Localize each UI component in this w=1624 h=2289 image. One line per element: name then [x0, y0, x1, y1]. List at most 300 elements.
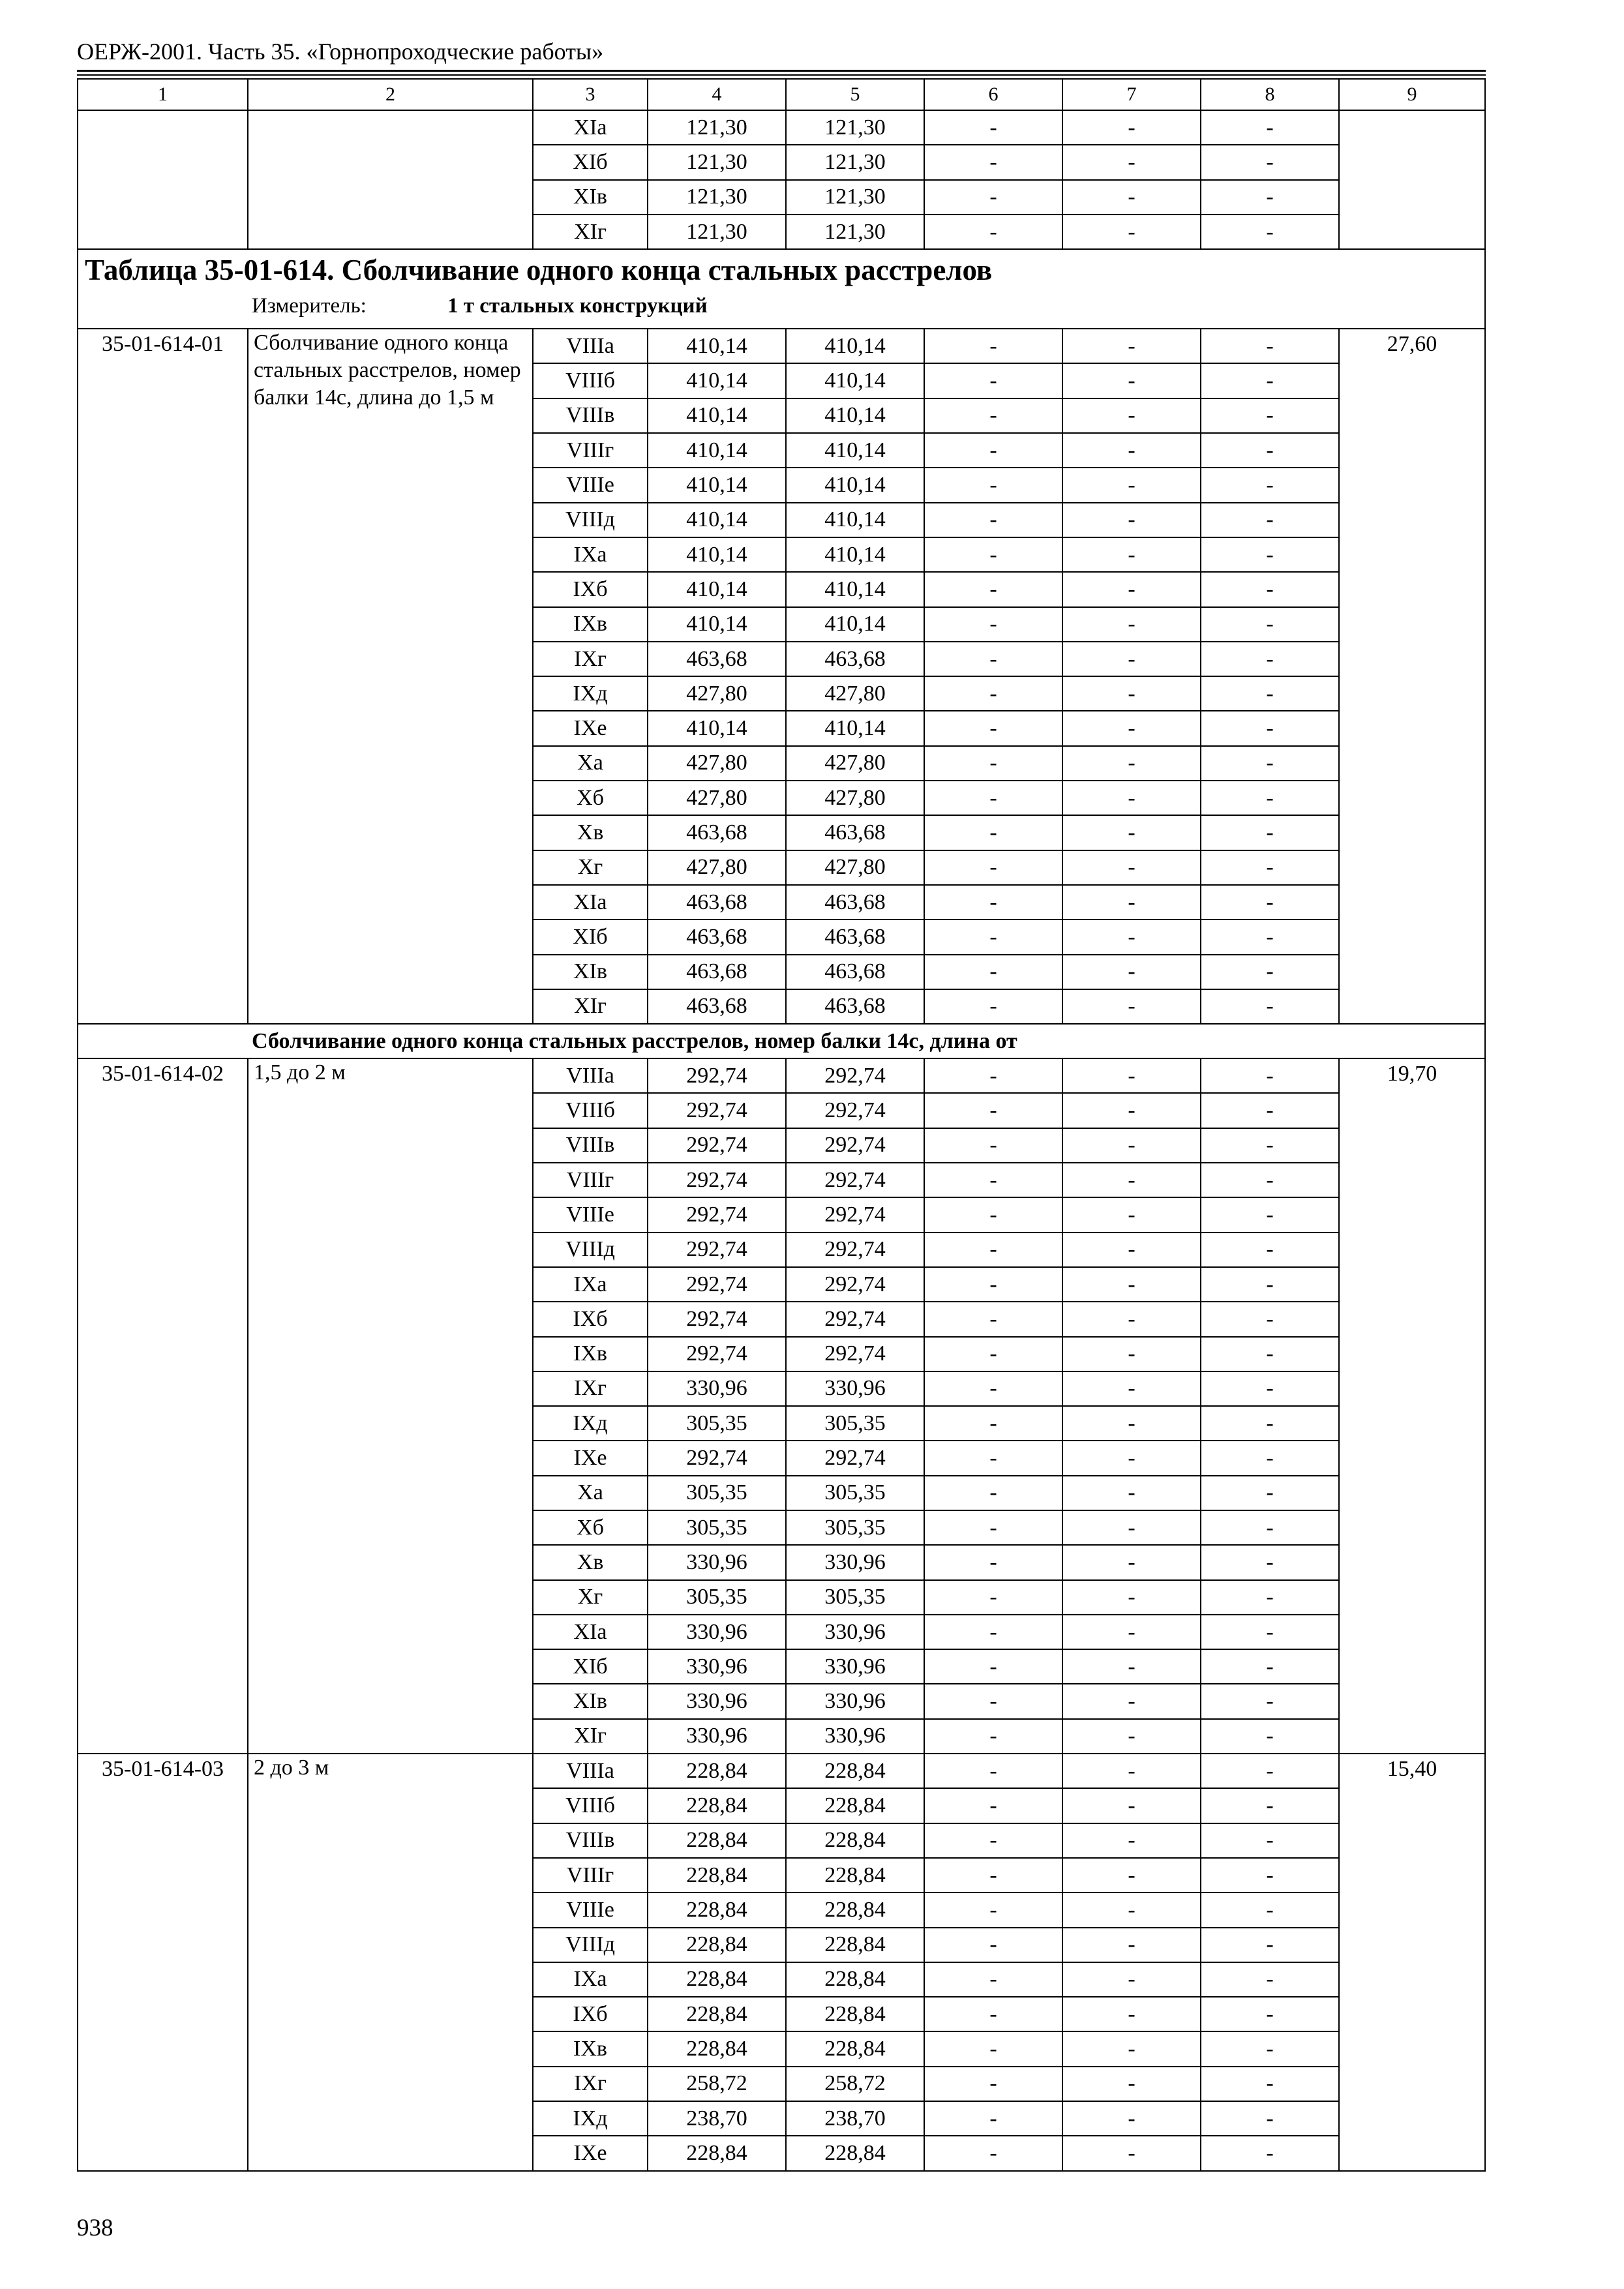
col7-value: - [1062, 329, 1201, 363]
col8-value: - [1201, 1163, 1339, 1197]
col6-value: - [924, 1406, 1062, 1441]
col8-value: - [1201, 503, 1339, 537]
col4-value: 228,84 [648, 1893, 786, 1927]
col7-value: - [1062, 850, 1201, 885]
zone-cell: Xг [533, 1580, 648, 1615]
col4-value: 427,80 [648, 746, 786, 781]
col5-value: 427,80 [786, 746, 924, 781]
col4-value: 410,14 [648, 468, 786, 502]
col6-value: - [924, 642, 1062, 676]
col7-value: - [1062, 1337, 1201, 1371]
zone-cell: VIIIб [533, 1093, 648, 1128]
col4-value: 121,30 [648, 180, 786, 215]
col7-value: - [1062, 1233, 1201, 1267]
col5-value: 228,84 [786, 2031, 924, 2066]
col6-value: - [924, 1580, 1062, 1615]
col4-value: 410,14 [648, 363, 786, 398]
col7-value: - [1062, 1058, 1201, 1093]
col8-value: - [1201, 1997, 1339, 2031]
col8-value: - [1201, 1962, 1339, 1997]
zone-cell: VIIIe [533, 1197, 648, 1232]
col4-value: 463,68 [648, 920, 786, 954]
col6-value: - [924, 1684, 1062, 1718]
col4-value: 292,74 [648, 1337, 786, 1371]
col6-value: - [924, 503, 1062, 537]
col6-value: - [924, 363, 1062, 398]
col8-value: - [1201, 2067, 1339, 2101]
col7-value: - [1062, 433, 1201, 468]
col6-value: - [924, 145, 1062, 179]
col5-value: 330,96 [786, 1615, 924, 1649]
col8-value: - [1201, 1233, 1339, 1267]
col8-value: - [1201, 1615, 1339, 1649]
col4-value: 228,84 [648, 1754, 786, 1788]
zone-cell: Xв [533, 1545, 648, 1579]
col6-value: - [924, 885, 1062, 920]
col4-value: 228,84 [648, 1858, 786, 1893]
col6-value: - [924, 711, 1062, 745]
col9-cell: 27,60 [1339, 329, 1485, 1024]
zone-cell: Xa [533, 746, 648, 781]
col4-value: 121,30 [648, 215, 786, 249]
norms-table [77, 78, 1486, 2172]
col4-value: 292,74 [648, 1233, 786, 1267]
table-row [78, 1058, 1485, 1093]
col8-value: - [1201, 1441, 1339, 1475]
col6-value: - [924, 1197, 1062, 1232]
col4-value: 238,70 [648, 2101, 786, 2136]
col6-value: - [924, 1337, 1062, 1371]
col4-value: 305,35 [648, 1476, 786, 1510]
col5-value: 410,14 [786, 433, 924, 468]
col6-value: - [924, 1893, 1062, 1927]
zone-cell: Xб [533, 781, 648, 815]
col6-value: - [924, 2101, 1062, 2136]
col7-value: - [1062, 1197, 1201, 1232]
zone-cell: VIIIa [533, 1754, 648, 1788]
col5-value: 238,70 [786, 2101, 924, 2136]
col4-value: 410,14 [648, 607, 786, 642]
col6-value: - [924, 572, 1062, 606]
zone-cell: IXa [533, 537, 648, 572]
col7-value: - [1062, 1510, 1201, 1545]
col7-value: - [1062, 1858, 1201, 1893]
col7-value: - [1062, 468, 1201, 502]
column-number: 6 [924, 79, 1062, 110]
zone-cell: XIa [533, 1615, 648, 1649]
col4-value: 410,14 [648, 711, 786, 745]
col4-value: 427,80 [648, 676, 786, 711]
code-cell [78, 110, 248, 249]
col6-value: - [924, 1649, 1062, 1684]
col5-value: 305,35 [786, 1580, 924, 1615]
code-cell: 35-01-614-01 [78, 329, 248, 1024]
col5-value: 305,35 [786, 1510, 924, 1545]
col5-value: 427,80 [786, 850, 924, 885]
col4-value: 463,68 [648, 955, 786, 989]
subheading-text: Сболчивание одного конца стальных расстрелов, номер балки 14с, длина от [252, 1028, 1017, 1053]
col7-value: - [1062, 746, 1201, 781]
col7-value: - [1062, 815, 1201, 850]
col5-value: 292,74 [786, 1441, 924, 1475]
col7-value: - [1062, 1580, 1201, 1615]
col7-value: - [1062, 676, 1201, 711]
col8-value: - [1201, 955, 1339, 989]
col8-value: - [1201, 746, 1339, 781]
col6-value: - [924, 215, 1062, 249]
col6-value: - [924, 1267, 1062, 1302]
col5-value: 330,96 [786, 1684, 924, 1718]
col8-value: - [1201, 215, 1339, 249]
zone-cell: XIб [533, 920, 648, 954]
zone-cell: VIIIд [533, 1233, 648, 1267]
running-header: ОЕРЖ-2001. Часть 35. «Горнопроходческие работы» [77, 38, 604, 65]
col5-value: 292,74 [786, 1058, 924, 1093]
col8-value: - [1201, 1058, 1339, 1093]
col7-value: - [1062, 781, 1201, 815]
zone-cell: Xг [533, 850, 648, 885]
description-cell: Сболчивание одного конца стальных расстрелов, номер балки 14с, длина до 1,5 м [248, 329, 533, 1024]
col5-value: 292,74 [786, 1233, 924, 1267]
col7-value: - [1062, 145, 1201, 179]
col4-value: 427,80 [648, 850, 786, 885]
col5-value: 463,68 [786, 955, 924, 989]
col5-value: 330,96 [786, 1371, 924, 1406]
col6-value: - [924, 180, 1062, 215]
col4-value: 228,84 [648, 2136, 786, 2170]
col6-value: - [924, 1233, 1062, 1267]
col7-value: - [1062, 572, 1201, 606]
zone-cell: VIIIд [533, 503, 648, 537]
col5-value: 463,68 [786, 885, 924, 920]
col6-value: - [924, 920, 1062, 954]
subheading-row [78, 1024, 1485, 1058]
zone-cell: IXд [533, 2101, 648, 2136]
page-number: 938 [77, 2215, 113, 2241]
col5-value: 305,35 [786, 1476, 924, 1510]
description-cell [248, 110, 533, 249]
column-number: 3 [533, 79, 648, 110]
col4-value: 292,74 [648, 1163, 786, 1197]
zone-cell: XIв [533, 180, 648, 215]
col6-value: - [924, 676, 1062, 711]
col8-value: - [1201, 1476, 1339, 1510]
col4-value: 305,35 [648, 1510, 786, 1545]
col9-cell: 15,40 [1339, 1754, 1485, 2171]
zone-cell: IXг [533, 1371, 648, 1406]
col5-value: 258,72 [786, 2067, 924, 2101]
col4-value: 410,14 [648, 572, 786, 606]
col4-value: 463,68 [648, 885, 786, 920]
col6-value: - [924, 989, 1062, 1024]
table-title-cell [78, 249, 1485, 329]
col4-value: 330,96 [648, 1719, 786, 1754]
col6-value: - [924, 537, 1062, 572]
col7-value: - [1062, 1754, 1201, 1788]
col6-value: - [924, 1788, 1062, 1823]
col4-value: 258,72 [648, 2067, 786, 2101]
zone-cell: Xa [533, 1476, 648, 1510]
col4-value: 228,84 [648, 1823, 786, 1858]
col8-value: - [1201, 1649, 1339, 1684]
col5-value: 410,14 [786, 572, 924, 606]
col8-value: - [1201, 2101, 1339, 2136]
col7-value: - [1062, 607, 1201, 642]
zone-cell: XIв [533, 1684, 648, 1718]
zone-cell: VIIIв [533, 398, 648, 433]
col4-value: 463,68 [648, 989, 786, 1024]
zone-cell: VIIIв [533, 1823, 648, 1858]
col4-value: 292,74 [648, 1267, 786, 1302]
col8-value: - [1201, 180, 1339, 215]
col5-value: 427,80 [786, 676, 924, 711]
zone-cell: VIIIe [533, 1893, 648, 1927]
col7-value: - [1062, 920, 1201, 954]
col8-value: - [1201, 920, 1339, 954]
col7-value: - [1062, 1302, 1201, 1336]
zone-cell: VIIIe [533, 468, 648, 502]
col4-value: 228,84 [648, 2031, 786, 2066]
col6-value: - [924, 1441, 1062, 1475]
col4-value: 228,84 [648, 1788, 786, 1823]
col4-value: 410,14 [648, 433, 786, 468]
col6-value: - [924, 1302, 1062, 1336]
col6-value: - [924, 850, 1062, 885]
column-number: 9 [1339, 79, 1485, 110]
col8-value: - [1201, 815, 1339, 850]
col7-value: - [1062, 885, 1201, 920]
zone-cell: IXд [533, 1406, 648, 1441]
zone-cell: IXб [533, 1302, 648, 1336]
col4-value: 463,68 [648, 642, 786, 676]
col8-value: - [1201, 1928, 1339, 1962]
col9-cell: 19,70 [1339, 1058, 1485, 1754]
col5-value: 292,74 [786, 1302, 924, 1336]
col6-value: - [924, 398, 1062, 433]
zone-cell: VIIIв [533, 1128, 648, 1163]
col8-value: - [1201, 1684, 1339, 1718]
col7-value: - [1062, 2031, 1201, 2066]
col5-value: 121,30 [786, 110, 924, 145]
col7-value: - [1062, 1962, 1201, 1997]
zone-cell: XIг [533, 215, 648, 249]
col8-value: - [1201, 1823, 1339, 1858]
col4-value: 292,74 [648, 1197, 786, 1232]
col4-value: 292,74 [648, 1058, 786, 1093]
col6-value: - [924, 1128, 1062, 1163]
col7-value: - [1062, 1093, 1201, 1128]
col7-value: - [1062, 2136, 1201, 2170]
col8-value: - [1201, 329, 1339, 363]
col5-value: 292,74 [786, 1267, 924, 1302]
col5-value: 410,14 [786, 329, 924, 363]
subheading-cell [78, 1024, 1485, 1058]
zone-cell: IXг [533, 642, 648, 676]
col5-value: 292,74 [786, 1093, 924, 1128]
col8-value: - [1201, 398, 1339, 433]
zone-cell: VIIIa [533, 329, 648, 363]
col6-value: - [924, 955, 1062, 989]
col5-value: 228,84 [786, 1997, 924, 2031]
col6-value: - [924, 1962, 1062, 1997]
code-cell: 35-01-614-03 [78, 1754, 248, 2171]
col5-value: 121,30 [786, 180, 924, 215]
col6-value: - [924, 1754, 1062, 1788]
col9-cell [1339, 110, 1485, 249]
col5-value: 410,14 [786, 503, 924, 537]
col5-value: 330,96 [786, 1545, 924, 1579]
col6-value: - [924, 815, 1062, 850]
col4-value: 228,84 [648, 1962, 786, 1997]
col5-value: 305,35 [786, 1406, 924, 1441]
col6-value: - [924, 2031, 1062, 2066]
col8-value: - [1201, 1580, 1339, 1615]
col4-value: 228,84 [648, 1928, 786, 1962]
col8-value: - [1201, 885, 1339, 920]
col4-value: 410,14 [648, 537, 786, 572]
column-number: 4 [648, 79, 786, 110]
col6-value: - [924, 1858, 1062, 1893]
meter-line [78, 290, 1484, 322]
col4-value: 292,74 [648, 1128, 786, 1163]
col4-value: 292,74 [648, 1093, 786, 1128]
col6-value: - [924, 1997, 1062, 2031]
col4-value: 410,14 [648, 398, 786, 433]
zone-cell: IXa [533, 1267, 648, 1302]
col6-value: - [924, 1476, 1062, 1510]
zone-cell: IXб [533, 1997, 648, 2031]
col5-value: 410,14 [786, 711, 924, 745]
table-row [78, 1754, 1485, 1788]
col5-value: 463,68 [786, 989, 924, 1024]
col8-value: - [1201, 1302, 1339, 1336]
col6-value: - [924, 110, 1062, 145]
col4-value: 410,14 [648, 329, 786, 363]
col6-value: - [924, 1371, 1062, 1406]
col5-value: 410,14 [786, 537, 924, 572]
zone-cell: VIIIб [533, 1788, 648, 1823]
col7-value: - [1062, 1476, 1201, 1510]
col7-value: - [1062, 711, 1201, 745]
col7-value: - [1062, 110, 1201, 145]
col5-value: 121,30 [786, 215, 924, 249]
col8-value: - [1201, 1128, 1339, 1163]
col8-value: - [1201, 989, 1339, 1024]
col8-value: - [1201, 1197, 1339, 1232]
col8-value: - [1201, 433, 1339, 468]
col7-value: - [1062, 989, 1201, 1024]
col7-value: - [1062, 1371, 1201, 1406]
table-row [78, 329, 1485, 363]
col8-value: - [1201, 145, 1339, 179]
col7-value: - [1062, 398, 1201, 433]
col7-value: - [1062, 180, 1201, 215]
col7-value: - [1062, 955, 1201, 989]
code-cell: 35-01-614-02 [78, 1058, 248, 1754]
col5-value: 292,74 [786, 1337, 924, 1371]
col8-value: - [1201, 537, 1339, 572]
col6-value: - [924, 329, 1062, 363]
col8-value: - [1201, 1788, 1339, 1823]
zone-cell: VIIIд [533, 1928, 648, 1962]
zone-cell: IXв [533, 607, 648, 642]
column-number: 1 [78, 79, 248, 110]
col5-value: 228,84 [786, 1893, 924, 1927]
zone-cell: IXв [533, 1337, 648, 1371]
col7-value: - [1062, 363, 1201, 398]
zone-cell: IXд [533, 676, 648, 711]
col5-value: 410,14 [786, 468, 924, 502]
col4-value: 121,30 [648, 145, 786, 179]
zone-cell: IXa [533, 1962, 648, 1997]
description-cell: 1,5 до 2 м [248, 1058, 533, 1754]
col8-value: - [1201, 468, 1339, 502]
col4-value: 410,14 [648, 503, 786, 537]
col6-value: - [924, 2136, 1062, 2170]
col4-value: 305,35 [648, 1580, 786, 1615]
column-number: 7 [1062, 79, 1201, 110]
col5-value: 330,96 [786, 1649, 924, 1684]
col4-value: 463,68 [648, 815, 786, 850]
table-title: Таблица 35-01-614. Сболчивание одного конца стальных расстрелов [85, 254, 993, 287]
col5-value: 292,74 [786, 1197, 924, 1232]
col7-value: - [1062, 1823, 1201, 1858]
col5-value: 228,84 [786, 1823, 924, 1858]
col7-value: - [1062, 1649, 1201, 1684]
col6-value: - [924, 1510, 1062, 1545]
column-number: 8 [1201, 79, 1339, 110]
col4-value: 330,96 [648, 1545, 786, 1579]
zone-cell: XIa [533, 110, 648, 145]
col8-value: - [1201, 1719, 1339, 1754]
col6-value: - [924, 746, 1062, 781]
col6-value: - [924, 607, 1062, 642]
col7-value: - [1062, 1406, 1201, 1441]
zone-cell: XIг [533, 989, 648, 1024]
col6-value: - [924, 1545, 1062, 1579]
col8-value: - [1201, 572, 1339, 606]
col4-value: 292,74 [648, 1302, 786, 1336]
col7-value: - [1062, 1615, 1201, 1649]
col8-value: - [1201, 711, 1339, 745]
col5-value: 410,14 [786, 607, 924, 642]
col8-value: - [1201, 1406, 1339, 1441]
col8-value: - [1201, 1545, 1339, 1579]
zone-cell: Xб [533, 1510, 648, 1545]
col7-value: - [1062, 503, 1201, 537]
col5-value: 463,68 [786, 920, 924, 954]
col5-value: 228,84 [786, 1928, 924, 1962]
col6-value: - [924, 1058, 1062, 1093]
col7-value: - [1062, 215, 1201, 249]
column-number: 5 [786, 79, 924, 110]
col8-value: - [1201, 110, 1339, 145]
col5-value: 330,96 [786, 1719, 924, 1754]
zone-cell: VIIIг [533, 1858, 648, 1893]
col7-value: - [1062, 537, 1201, 572]
col4-value: 228,84 [648, 1997, 786, 2031]
col8-value: - [1201, 1858, 1339, 1893]
col4-value: 305,35 [648, 1406, 786, 1441]
zone-cell: VIIIг [533, 433, 648, 468]
zone-cell: IXe [533, 1441, 648, 1475]
zone-cell: VIIIб [533, 363, 648, 398]
col7-value: - [1062, 1928, 1201, 1962]
col7-value: - [1062, 1684, 1201, 1718]
col5-value: 463,68 [786, 815, 924, 850]
col6-value: - [924, 1719, 1062, 1754]
col7-value: - [1062, 642, 1201, 676]
